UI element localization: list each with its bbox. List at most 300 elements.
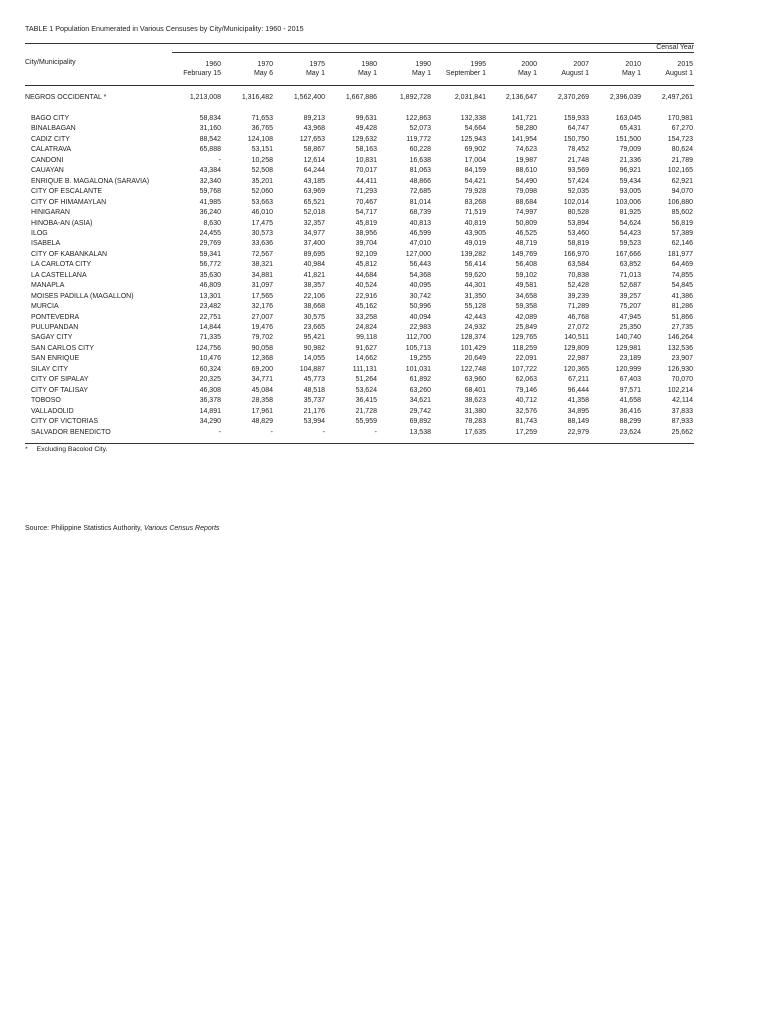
cell-value: 50,996	[409, 303, 431, 310]
cell-value: 49,581	[515, 282, 537, 289]
table-row	[0, 333, 768, 343]
cell-value: 36,416	[619, 408, 641, 415]
cell-value: 31,097	[251, 282, 273, 289]
cell-value: 22,987	[567, 355, 589, 362]
cell-value: 102,214	[667, 387, 693, 394]
cell-value: 54,717	[355, 209, 377, 216]
column-header-date: August 1	[561, 70, 589, 77]
cell-value: 34,771	[251, 376, 273, 383]
cell-value: 22,751	[199, 314, 221, 321]
cell-value: 53,460	[567, 230, 589, 237]
cell-value: 88,149	[567, 418, 589, 425]
cell-value: 27,072	[567, 324, 589, 331]
cell-value: 71,013	[619, 272, 641, 279]
cell-value: 54,490	[515, 178, 537, 185]
row-name: LA CASTELLANA	[31, 272, 87, 279]
cell-value: 48,829	[251, 418, 273, 425]
column-header	[622, 60, 641, 78]
cell-value: 92,035	[567, 188, 589, 195]
table-row	[0, 250, 768, 260]
table-row	[0, 239, 768, 249]
cell-value: 47,010	[409, 240, 431, 247]
table-row	[0, 271, 768, 281]
cell-value: 56,819	[671, 220, 693, 227]
cell-value: 31,160	[199, 125, 221, 132]
row-name: SAN CARLOS CITY	[31, 345, 95, 352]
cell-value: 63,260	[409, 387, 431, 394]
cell-value: 62,063	[515, 376, 537, 383]
cell-value: 52,073	[409, 125, 431, 132]
cell-value: 139,282	[460, 251, 486, 258]
cell-value: 34,290	[199, 418, 221, 425]
row-name: ISABELA	[31, 240, 61, 247]
cell-value: 59,768	[199, 188, 221, 195]
cell-value: 41,985	[199, 199, 221, 206]
cell-value: 44,411	[356, 178, 377, 185]
column-header	[183, 60, 221, 78]
cell-value: 17,475	[251, 220, 273, 227]
cell-value: 64,747	[567, 125, 589, 132]
cell-value: 32,357	[303, 220, 325, 227]
column-header	[358, 60, 377, 78]
cell-value: 53,151	[251, 146, 273, 153]
cell-value: 93,569	[567, 167, 589, 174]
cell-value: 159,933	[563, 115, 589, 122]
row-name: SILAY CITY	[31, 366, 69, 373]
cell-value: 81,063	[409, 167, 431, 174]
row-name: BINALBAGAN	[31, 125, 76, 132]
table-row	[0, 166, 768, 176]
cell-value: 35,630	[199, 272, 221, 279]
table-row	[0, 135, 768, 145]
cell-value: 32,576	[515, 408, 537, 415]
cell-value: 17,565	[251, 293, 273, 300]
cell-value: 90,982	[303, 345, 325, 352]
cell-value: 124,108	[247, 136, 273, 143]
cell-value: 34,881	[251, 272, 273, 279]
cell-value: 126,930	[667, 366, 693, 373]
cell-value: 70,017	[355, 167, 377, 174]
cell-value: 125,943	[460, 136, 486, 143]
cell-value: 45,819	[355, 220, 377, 227]
cell-value: 46,308	[199, 387, 221, 394]
cell-value: -	[322, 429, 325, 436]
cell-value: 46,010	[251, 209, 273, 216]
table-row	[0, 428, 768, 438]
cell-value: -	[218, 157, 221, 164]
cell-value: 59,358	[515, 303, 537, 310]
cell-value: 105,713	[405, 345, 431, 352]
cell-value: 27,007	[251, 314, 273, 321]
cell-value: 52,687	[619, 282, 641, 289]
column-header-year: 2010	[625, 61, 641, 68]
table-row	[0, 219, 768, 229]
cell-value: 41,386	[671, 293, 693, 300]
row-name: MURCIA	[31, 303, 59, 310]
cell-value: 71,335	[199, 334, 221, 341]
cell-value: 2,031,841	[454, 94, 486, 101]
cell-value: 129,981	[615, 345, 641, 352]
cell-value: 24,455	[199, 230, 221, 237]
table-row	[0, 281, 768, 291]
cell-value: 34,658	[515, 293, 537, 300]
row-name: HINOBA-AN (ASIA)	[31, 220, 93, 227]
source-title: Various Census Reports	[143, 525, 220, 532]
cell-value: 29,742	[409, 408, 431, 415]
column-header	[518, 60, 537, 78]
table-row	[0, 386, 768, 396]
cell-value: 120,365	[563, 366, 589, 373]
cell-value: 71,519	[464, 209, 486, 216]
cell-value: 112,700	[406, 334, 431, 341]
cell-value: 170,981	[667, 115, 693, 122]
cell-value: 48,518	[303, 387, 325, 394]
cell-value: 151,500	[615, 136, 641, 143]
cell-value: 14,662	[355, 355, 377, 362]
cell-value: 29,769	[199, 240, 221, 247]
cell-value: 181,977	[667, 251, 693, 258]
row-name: ILOG	[31, 230, 48, 237]
cell-value: 30,742	[409, 293, 431, 300]
cell-value: 90,058	[251, 345, 273, 352]
cell-value: 79,146	[515, 387, 537, 394]
column-header-date: February 15	[183, 70, 221, 77]
cell-value: 34,895	[567, 408, 589, 415]
cell-value: 17,961	[251, 408, 273, 415]
cell-value: 16,638	[409, 157, 431, 164]
cell-value: 60,228	[409, 146, 431, 153]
cell-value: 40,712	[515, 397, 537, 404]
cell-value: 65,888	[199, 146, 221, 153]
cell-value: 53,624	[355, 387, 377, 394]
cell-value: 17,635	[464, 429, 486, 436]
cell-value: 33,636	[251, 240, 273, 247]
row-name: TOBOSO	[31, 397, 61, 404]
cell-value: 10,258	[251, 157, 273, 164]
cell-value: 140,740	[615, 334, 641, 341]
table-row	[0, 354, 768, 364]
cell-value: 52,428	[567, 282, 589, 289]
cell-value: 41,821	[303, 272, 325, 279]
cell-value: 88,542	[199, 136, 221, 143]
cell-value: 88,610	[515, 167, 537, 174]
cell-value: 35,737	[303, 397, 325, 404]
cell-value: -	[218, 429, 221, 436]
cell-value: 43,905	[464, 230, 486, 237]
cell-value: 52,508	[251, 167, 273, 174]
cell-value: 53,663	[251, 199, 273, 206]
cell-value: 91,627	[355, 345, 377, 352]
table-row	[0, 187, 768, 197]
table-bottom-rule	[25, 443, 694, 444]
cell-value: 40,819	[464, 220, 486, 227]
cell-value: 45,084	[251, 387, 273, 394]
cell-value: 54,423	[619, 230, 641, 237]
cell-value: 20,325	[199, 376, 221, 383]
cell-value: 101,429	[460, 345, 486, 352]
cell-value: 124,756	[195, 345, 221, 352]
cell-value: 14,891	[199, 408, 221, 415]
cell-value: 81,925	[619, 209, 641, 216]
column-header	[665, 60, 693, 78]
cell-value: 49,019	[464, 240, 486, 247]
cell-value: 39,239	[567, 293, 589, 300]
cell-value: 70,838	[567, 272, 589, 279]
column-header-year: 1995	[470, 61, 486, 68]
cell-value: 23,482	[199, 303, 221, 310]
cell-value: 46,525	[515, 230, 537, 237]
cell-value: 69,902	[464, 146, 486, 153]
cell-value: 25,662	[671, 429, 693, 436]
row-name: SAN ENRIQUE	[31, 355, 80, 362]
cell-value: 54,664	[464, 125, 486, 132]
cell-value: 107,722	[511, 366, 537, 373]
cell-value: 60,324	[199, 366, 221, 373]
cell-value: 62,146	[671, 240, 693, 247]
cell-value: 58,280	[515, 125, 537, 132]
cell-value: 81,743	[515, 418, 537, 425]
cell-value: 30,575	[303, 314, 325, 321]
cell-value: 81,286	[671, 303, 693, 310]
cell-value: 56,408	[515, 261, 537, 268]
cell-value: 61,892	[409, 376, 431, 383]
cell-value: 10,831	[355, 157, 377, 164]
row-name: CITY OF TALISAY	[31, 387, 89, 394]
cell-value: 12,368	[251, 355, 273, 362]
column-header	[254, 60, 273, 78]
row-name: CITY OF ESCALANTE	[31, 188, 103, 195]
cell-value: 59,523	[619, 240, 641, 247]
column-header	[306, 60, 325, 78]
cell-value: 52,018	[303, 209, 325, 216]
cell-value: 43,968	[303, 125, 325, 132]
table-row	[0, 365, 768, 375]
cell-value: 38,321	[251, 261, 273, 268]
table-row	[0, 198, 768, 208]
cell-value: 140,511	[564, 334, 589, 341]
cell-value: 85,602	[671, 209, 693, 216]
cell-value: 54,624	[619, 220, 641, 227]
cell-value: 146,264	[667, 334, 693, 341]
cell-value: 34,977	[303, 230, 325, 237]
column-header-year: 1960	[205, 61, 221, 68]
cell-value: 64,244	[303, 167, 325, 174]
cell-value: 19,476	[251, 324, 273, 331]
cell-value: 2,497,261	[661, 94, 693, 101]
cell-value: -	[270, 429, 273, 436]
cell-value: 118,259	[512, 345, 537, 352]
cell-value: 17,259	[515, 429, 537, 436]
cell-value: 95,421	[303, 334, 325, 341]
cell-value: 103,006	[615, 199, 641, 206]
cell-value: 46,809	[199, 282, 221, 289]
row-name: LA CARLOTA CITY	[31, 261, 92, 268]
cell-value: 2,396,039	[609, 94, 641, 101]
row-name: CITY OF VICTORIAS	[31, 418, 99, 425]
cell-value: 21,789	[671, 157, 693, 164]
cell-value: 13,538	[409, 429, 431, 436]
cell-value: 33,258	[355, 314, 377, 321]
cell-value: 57,424	[567, 178, 589, 185]
cell-value: 79,009	[619, 146, 641, 153]
cell-value: 51,264	[355, 376, 377, 383]
cell-value: 78,452	[567, 146, 589, 153]
cell-value: 12,614	[303, 157, 325, 164]
cell-value: 19,255	[409, 355, 431, 362]
table-row	[0, 292, 768, 302]
row-name: ENRIQUE B. MAGALONA (SARAVIA)	[31, 178, 150, 185]
cell-value: 1,316,482	[241, 94, 273, 101]
cell-value: 83,268	[464, 199, 486, 206]
cell-value: 55,959	[355, 418, 377, 425]
cell-value: 24,824	[355, 324, 377, 331]
cell-value: 129,765	[511, 334, 537, 341]
cell-value: 41,358	[567, 397, 589, 404]
cell-value: 80,624	[671, 146, 693, 153]
cell-value: 8,630	[203, 220, 221, 227]
cell-value: 42,114	[672, 397, 693, 404]
cell-value: 45,812	[355, 261, 377, 268]
cell-value: 39,257	[619, 293, 641, 300]
column-header-date: May 1	[357, 70, 377, 77]
cell-value: 44,301	[464, 282, 486, 289]
cell-value: 102,165	[667, 167, 693, 174]
cell-value: 74,855	[671, 272, 693, 279]
cell-value: 13,301	[199, 293, 221, 300]
cell-value: 97,571	[619, 387, 641, 394]
cell-value: 67,270	[671, 125, 693, 132]
cell-value: 96,444	[567, 387, 589, 394]
column-header	[446, 60, 486, 78]
cell-value: 1,892,728	[399, 94, 431, 101]
cell-value: 53,994	[303, 418, 325, 425]
table-row	[0, 177, 768, 187]
cell-value: 56,443	[409, 261, 431, 268]
cell-value: 38,357	[303, 282, 325, 289]
cell-value: 141,954	[511, 136, 537, 143]
cell-value: 36,240	[199, 209, 221, 216]
cell-value: 40,813	[409, 220, 431, 227]
cell-value: 70,467	[355, 199, 377, 206]
cell-value: 106,880	[667, 199, 693, 206]
cell-value: 55,128	[464, 303, 486, 310]
cell-value: 24,932	[464, 324, 486, 331]
cell-value: 150,750	[563, 136, 589, 143]
cell-value: 27,735	[671, 324, 693, 331]
cell-value: 28,358	[251, 397, 273, 404]
cell-value: 30,573	[251, 230, 273, 237]
cell-value: 32,176	[251, 303, 273, 310]
cell-value: 43,384	[199, 167, 221, 174]
cell-value: 37,833	[671, 408, 693, 415]
table-row	[0, 313, 768, 323]
cell-value: 120,999	[615, 366, 641, 373]
cell-value: 63,960	[464, 376, 486, 383]
cell-value: 25,849	[515, 324, 537, 331]
cell-value: 1,213,008	[189, 94, 221, 101]
cell-value: 75,207	[619, 303, 641, 310]
cell-value: 79,702	[251, 334, 273, 341]
cell-value: 63,584	[567, 261, 589, 268]
cell-value: 111,131	[352, 366, 377, 373]
cell-value: 31,380	[464, 408, 486, 415]
cell-value: 23,624	[619, 429, 641, 436]
row-name: VALLADOLID	[31, 408, 74, 415]
cell-value: 65,521	[303, 199, 325, 206]
cell-value: 62,921	[671, 178, 693, 185]
cell-value: -	[374, 429, 377, 436]
cell-value: 92,109	[355, 251, 377, 258]
column-header-year: 2015	[677, 61, 693, 68]
column-header-date: September 1	[445, 70, 486, 77]
table-top-rule	[25, 43, 694, 44]
cell-value: 69,200	[251, 366, 273, 373]
cell-value: 93,005	[619, 188, 641, 195]
table-row	[0, 124, 768, 134]
row-name: PULUPANDAN	[31, 324, 79, 331]
row-name: MANAPLA	[31, 282, 65, 289]
row-name: PONTEVEDRA	[31, 314, 80, 321]
cell-value: 38,668	[303, 303, 325, 310]
cell-value: 141,721	[511, 115, 537, 122]
column-header-date: August 1	[665, 70, 693, 77]
row-name: CITY OF KABANKALAN	[31, 251, 108, 258]
cell-value: 23,907	[671, 355, 693, 362]
cell-value: 34,621	[409, 397, 431, 404]
cell-value: 58,819	[567, 240, 589, 247]
column-header	[561, 60, 589, 78]
cell-value: 45,162	[355, 303, 377, 310]
footnote-marker: *	[25, 446, 28, 453]
column-header-date: May 6	[253, 70, 273, 77]
table-row	[0, 156, 768, 166]
source-note	[25, 525, 220, 532]
cell-value: 42,089	[515, 314, 537, 321]
cell-value: 63,969	[303, 188, 325, 195]
column-header-year: 1980	[361, 61, 377, 68]
table-row	[0, 302, 768, 312]
cell-value: 128,374	[460, 334, 486, 341]
province-row	[0, 93, 768, 103]
cell-value: 71,289	[567, 303, 589, 310]
cell-value: 59,620	[464, 272, 486, 279]
cell-value: 51,866	[671, 314, 693, 321]
cell-value: 87,933	[671, 418, 693, 425]
cell-value: 58,867	[303, 146, 325, 153]
cell-value: 127,000	[405, 251, 431, 258]
cell-value: 167,666	[615, 251, 641, 258]
cell-value: 43,185	[303, 178, 325, 185]
cell-value: 25,350	[619, 324, 641, 331]
column-header-date: May 1	[621, 70, 641, 77]
cell-value: 42,443	[464, 314, 486, 321]
cell-value: 21,748	[567, 157, 589, 164]
cell-value: 122,748	[460, 366, 486, 373]
cell-value: 41,658	[619, 397, 641, 404]
row-name: CADIZ CITY	[31, 136, 70, 143]
cell-value: 149,769	[511, 251, 537, 258]
cell-value: 65,431	[619, 125, 641, 132]
cell-value: 79,928	[464, 188, 486, 195]
cell-value: 96,921	[619, 167, 641, 174]
source-prefix: Source: Philippine Statistics Authority,	[25, 525, 144, 532]
table-header-rule	[25, 85, 694, 86]
column-header-date: May 1	[517, 70, 537, 77]
row-name: CAUAYAN	[31, 167, 64, 174]
cell-value: 40,984	[303, 261, 325, 268]
row-name: CANDONI	[31, 157, 64, 164]
cell-value: 40,094	[409, 314, 431, 321]
